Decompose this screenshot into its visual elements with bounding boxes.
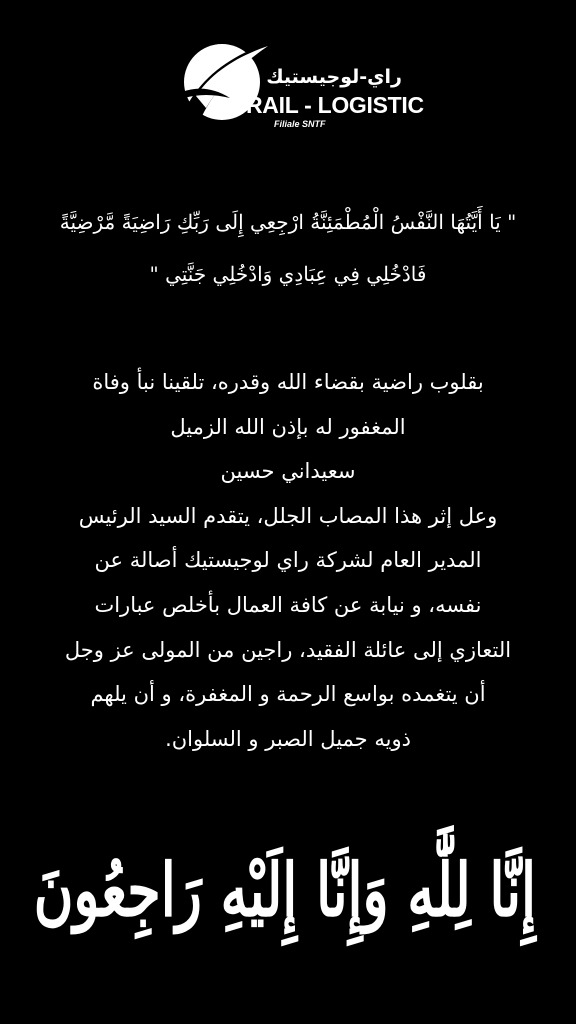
logo-arabic-name: راي-لوجيستيك <box>266 66 402 88</box>
message-line-4: وعل إثر هذا المصاب الجلل، يتقدم السيد الرئيس <box>78 503 498 528</box>
message-line-7: التعازي إلى عائلة الفقيد، راجين من المولى عز وجل <box>64 637 512 662</box>
verse-line-1: " يَا أَيَّتُهَا النَّفْسُ الْمُطْمَئِنَّةُ ارْجِعِي إِلَى رَبِّكِ رَاضِيَةً مَّرْضِيَّةً <box>59 210 517 234</box>
logo-latin-name: RAIL - LOGISTIC <box>246 92 424 118</box>
calligraphy-text: إِنَّا لِلَّٰهِ وَإِنَّا إِلَيْهِ رَاجِعُونَ <box>33 846 536 934</box>
message-line-1: بقلوب راضية بقضاء الله وقدره، تلقينا نبأ وفاة <box>92 370 484 394</box>
verse-line-2: فَادْخُلِي فِي عِبَادِي وَادْخُلِي جَنَّتِي " <box>149 262 427 286</box>
deceased-name: سعيداني حسين <box>220 459 356 484</box>
message-line-2: المغفور له بإذن الله الزميل <box>170 414 406 439</box>
company-logo <box>178 28 424 138</box>
message-line-9: ذويه جميل الصبر و السلوان. <box>165 726 411 751</box>
quran-verse <box>20 196 556 300</box>
message-line-6: نفسه، و نيابة عن كافة العمال بأخلص عبارات <box>94 592 482 617</box>
logo-subsidiary-label: Filiale SNTF <box>274 119 326 129</box>
condolence-message <box>40 360 536 761</box>
message-line-8: أن يتغمده بواسع الرحمة و المغفرة، و أن يلهم <box>90 682 486 707</box>
message-line-5: المدير العام لشركة راي لوجيستيك أصالة عن <box>94 548 482 573</box>
calligraphy-inna-lillah <box>33 810 536 970</box>
